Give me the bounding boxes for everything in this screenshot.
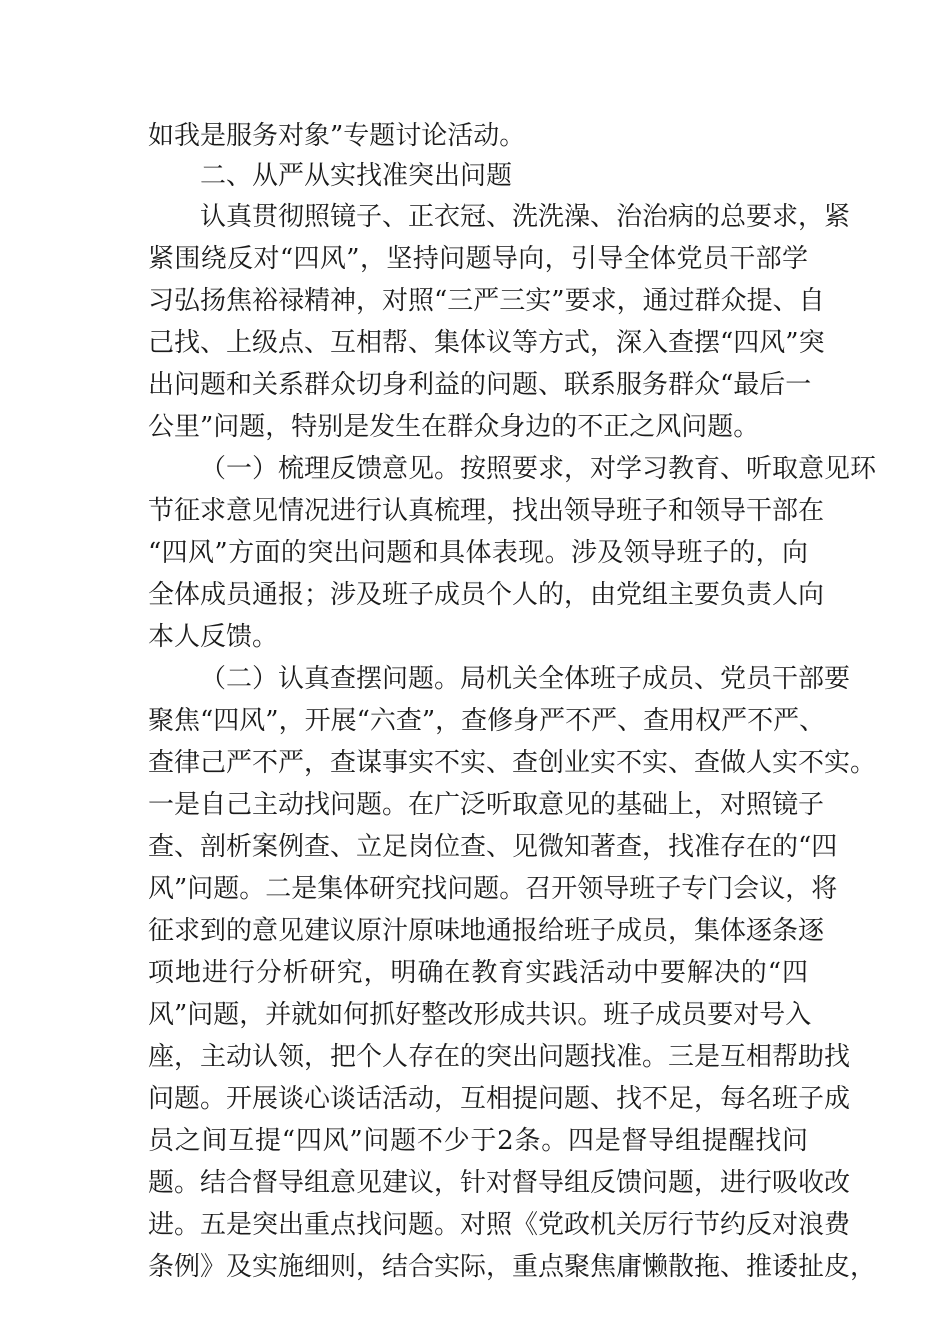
text-line: 认真贯彻照镜子、正衣冠、洗洗澡、治治病的总要求，紧	[200, 202, 851, 232]
text-line: 一是自己主动找问题。在广泛听取意见的基础上，对照镜子	[148, 790, 825, 820]
text-line: 己找、上级点、互相帮、集体议等方式，深入查摆“四风”突	[148, 328, 825, 358]
text-line: 进。五是突出重点找问题。对照《党政机关厉行节约反对浪费	[148, 1210, 851, 1240]
text-line: 聚焦“四风”，开展“六查”，查修身严不严、查用权严不严、	[148, 706, 826, 736]
text-line: 员之间互提“四风”问题不少于2条。四是督导组提醒找问	[148, 1126, 808, 1156]
text-line: 查、剖析案例查、立足岗位查、见微知著查，找准存在的“四	[148, 832, 838, 862]
text-line: 习弘扬焦裕禄精神，对照“三严三实”要求，通过群众提、自	[148, 286, 825, 316]
text-line: 出问题和关系群众切身利益的问题、联系服务群众“最后一	[148, 370, 812, 400]
text-line: 题。结合督导组意见建议，针对督导组反馈问题，进行吸收改	[148, 1168, 851, 1198]
text-line: 如我是服务对象”专题讨论活动。	[148, 121, 526, 151]
text-line: 问题。开展谈心谈话活动，互相提问题、找不足，每名班子成	[148, 1084, 851, 1114]
text-line: 条例》及实施细则，结合实际，重点聚焦庸懒散拖、推诿扯皮，	[148, 1252, 877, 1282]
subsection-start-line: （一）梳理反馈意见。按照要求，对学习教育、听取意见环	[200, 454, 877, 484]
text-line: 查律己严不严，查谋事实不实、查创业实不实、查做人实不实。	[148, 748, 877, 778]
text-line: 风”问题。二是集体研究找问题。召开领导班子专门会议，将	[148, 874, 838, 904]
text-line: “四风”方面的突出问题和具体表现。涉及领导班子的，向	[148, 538, 808, 568]
subsection-start-line: （二）认真查摆问题。局机关全体班子成员、党员干部要	[200, 664, 851, 694]
text-line: 风”问题，并就如何抓好整改形成共识。班子成员要对号入	[148, 1000, 812, 1030]
section-heading: 二、从严从实找准突出问题	[200, 161, 513, 191]
text-line: 全体成员通报；涉及班子成员个人的，由党组主要负责人向	[148, 580, 825, 610]
text-line: 项地进行分析研究，明确在教育实践活动中要解决的“四	[148, 958, 808, 988]
text-line: 征求到的意见建议原汁原味地通报给班子成员，集体逐条逐	[148, 916, 825, 946]
text-line: 节征求意见情况进行认真梳理，找出领导班子和领导干部在	[148, 496, 825, 526]
text-line: 紧围绕反对“四风”，坚持问题导向，引导全体党员干部学	[148, 244, 808, 274]
text-line: 本人反馈。	[148, 622, 279, 652]
text-line: 公里”问题，特别是发生在群众身边的不正之风问题。	[148, 412, 760, 442]
text-line: 座，主动认领，把个人存在的突出问题找准。三是互相帮助找	[148, 1042, 851, 1072]
